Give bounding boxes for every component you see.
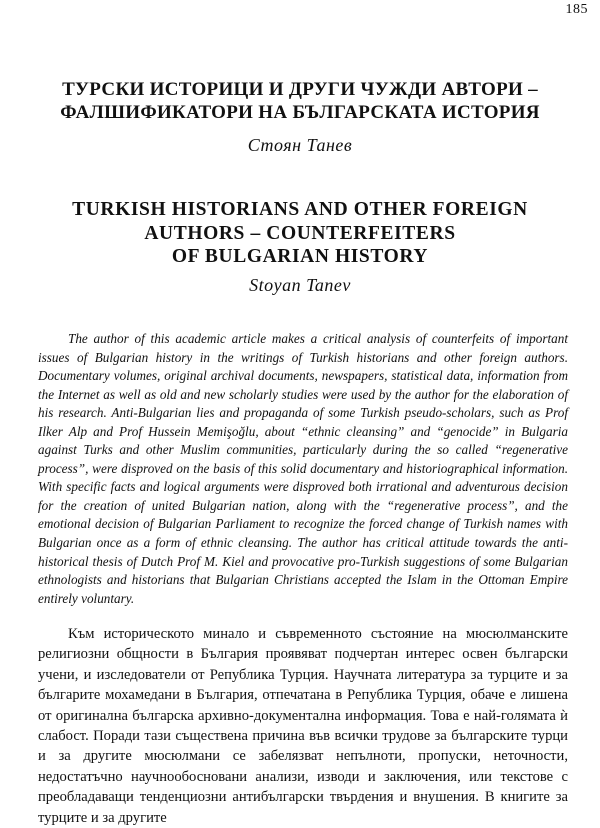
english-title: [0, 198, 600, 269]
bulgarian-author: Стоян Танев: [247, 135, 353, 155]
english-title-line: OF BULGARIAN HISTORY: [171, 246, 429, 267]
page-number: 185: [565, 2, 588, 17]
bulgarian-title-line: ФАЛШИФИКАТОРИ НА БЪЛГАРСКАТА ИСТОРИЯ: [60, 102, 540, 123]
english-title-line: AUTHORS – COUNTERFEITERS: [144, 222, 456, 244]
body-paragraph: Към историческото минало и съвременното състояние на мюсюлманските религиозни общности в България проявяват подчертан интерес освен български учени, и изследователи от Република Турция. Научната литература за турците и за българите мохамедани в България, отпечатана в Република Турция, обаче е лишена от оригинална българска архивно-документална информация. Това е най-голямата ѝ слабост. Поради тази съществена причина във всички трудове за българските турци и за другите мюсюлмани се забелязват непълноти, пропуски, неточности, недостатъчно научнообосновани анализи, изводи и заключения, или текстове с преобладаващи тенденциозни антибългарски твърдения и внушения. В книгите за турците и за другите: [38, 626, 568, 826]
bulgarian-title: [0, 78, 600, 124]
abstract: The author of this academic article makes a critical analysis of counterfeits of important issues of Bulgarian history in the writings of Turkish historians and other foreign authors. Documentary volumes, original archival documents, newspapers, statistical data, information from the Internet as well as old and new scholarly studies were used by the author for the elaboration of his research. Anti-Bulgarian lies and propaganda of some Turkish pseudo-scholars, such as Prof Ilker Alp and Prof Hussein Memişoğlu, about “ethnic cleansing” and “genocide” in Bulgaria against Turks and other Muslim communities, particularly during the so called “regenerative process”, were disproved on the basis of this solid documentary and historiographical information. With specific facts and logical arguments were disproved both irrational and adventurous decision for the creation of united Bulgarian nation, along with the “regenerative process”, and the emotional decision of Bulgarian Parliament to recognize the forced change of Turkish names with Bulgarian once as a form of ethnic cleansing. The author has critical attitude towards the anti-historical thesis of Dutch Prof M. Kiel and provocative pro-Turkish suggestions of some Bulgarian ethnologists and historians that Bulgarian Christians accepted the Islam in the Ottoman Empire entirely voluntary.: [38, 331, 568, 606]
bulgarian-title-line: ТУРСКИ ИСТОРИЦИ И ДРУГИ ЧУЖДИ АВТОРИ –: [62, 79, 538, 100]
english-title-line: TURKISH HISTORIANS AND OTHER FOREIGN: [72, 199, 528, 220]
english-author: Stoyan Tanev: [249, 275, 351, 295]
